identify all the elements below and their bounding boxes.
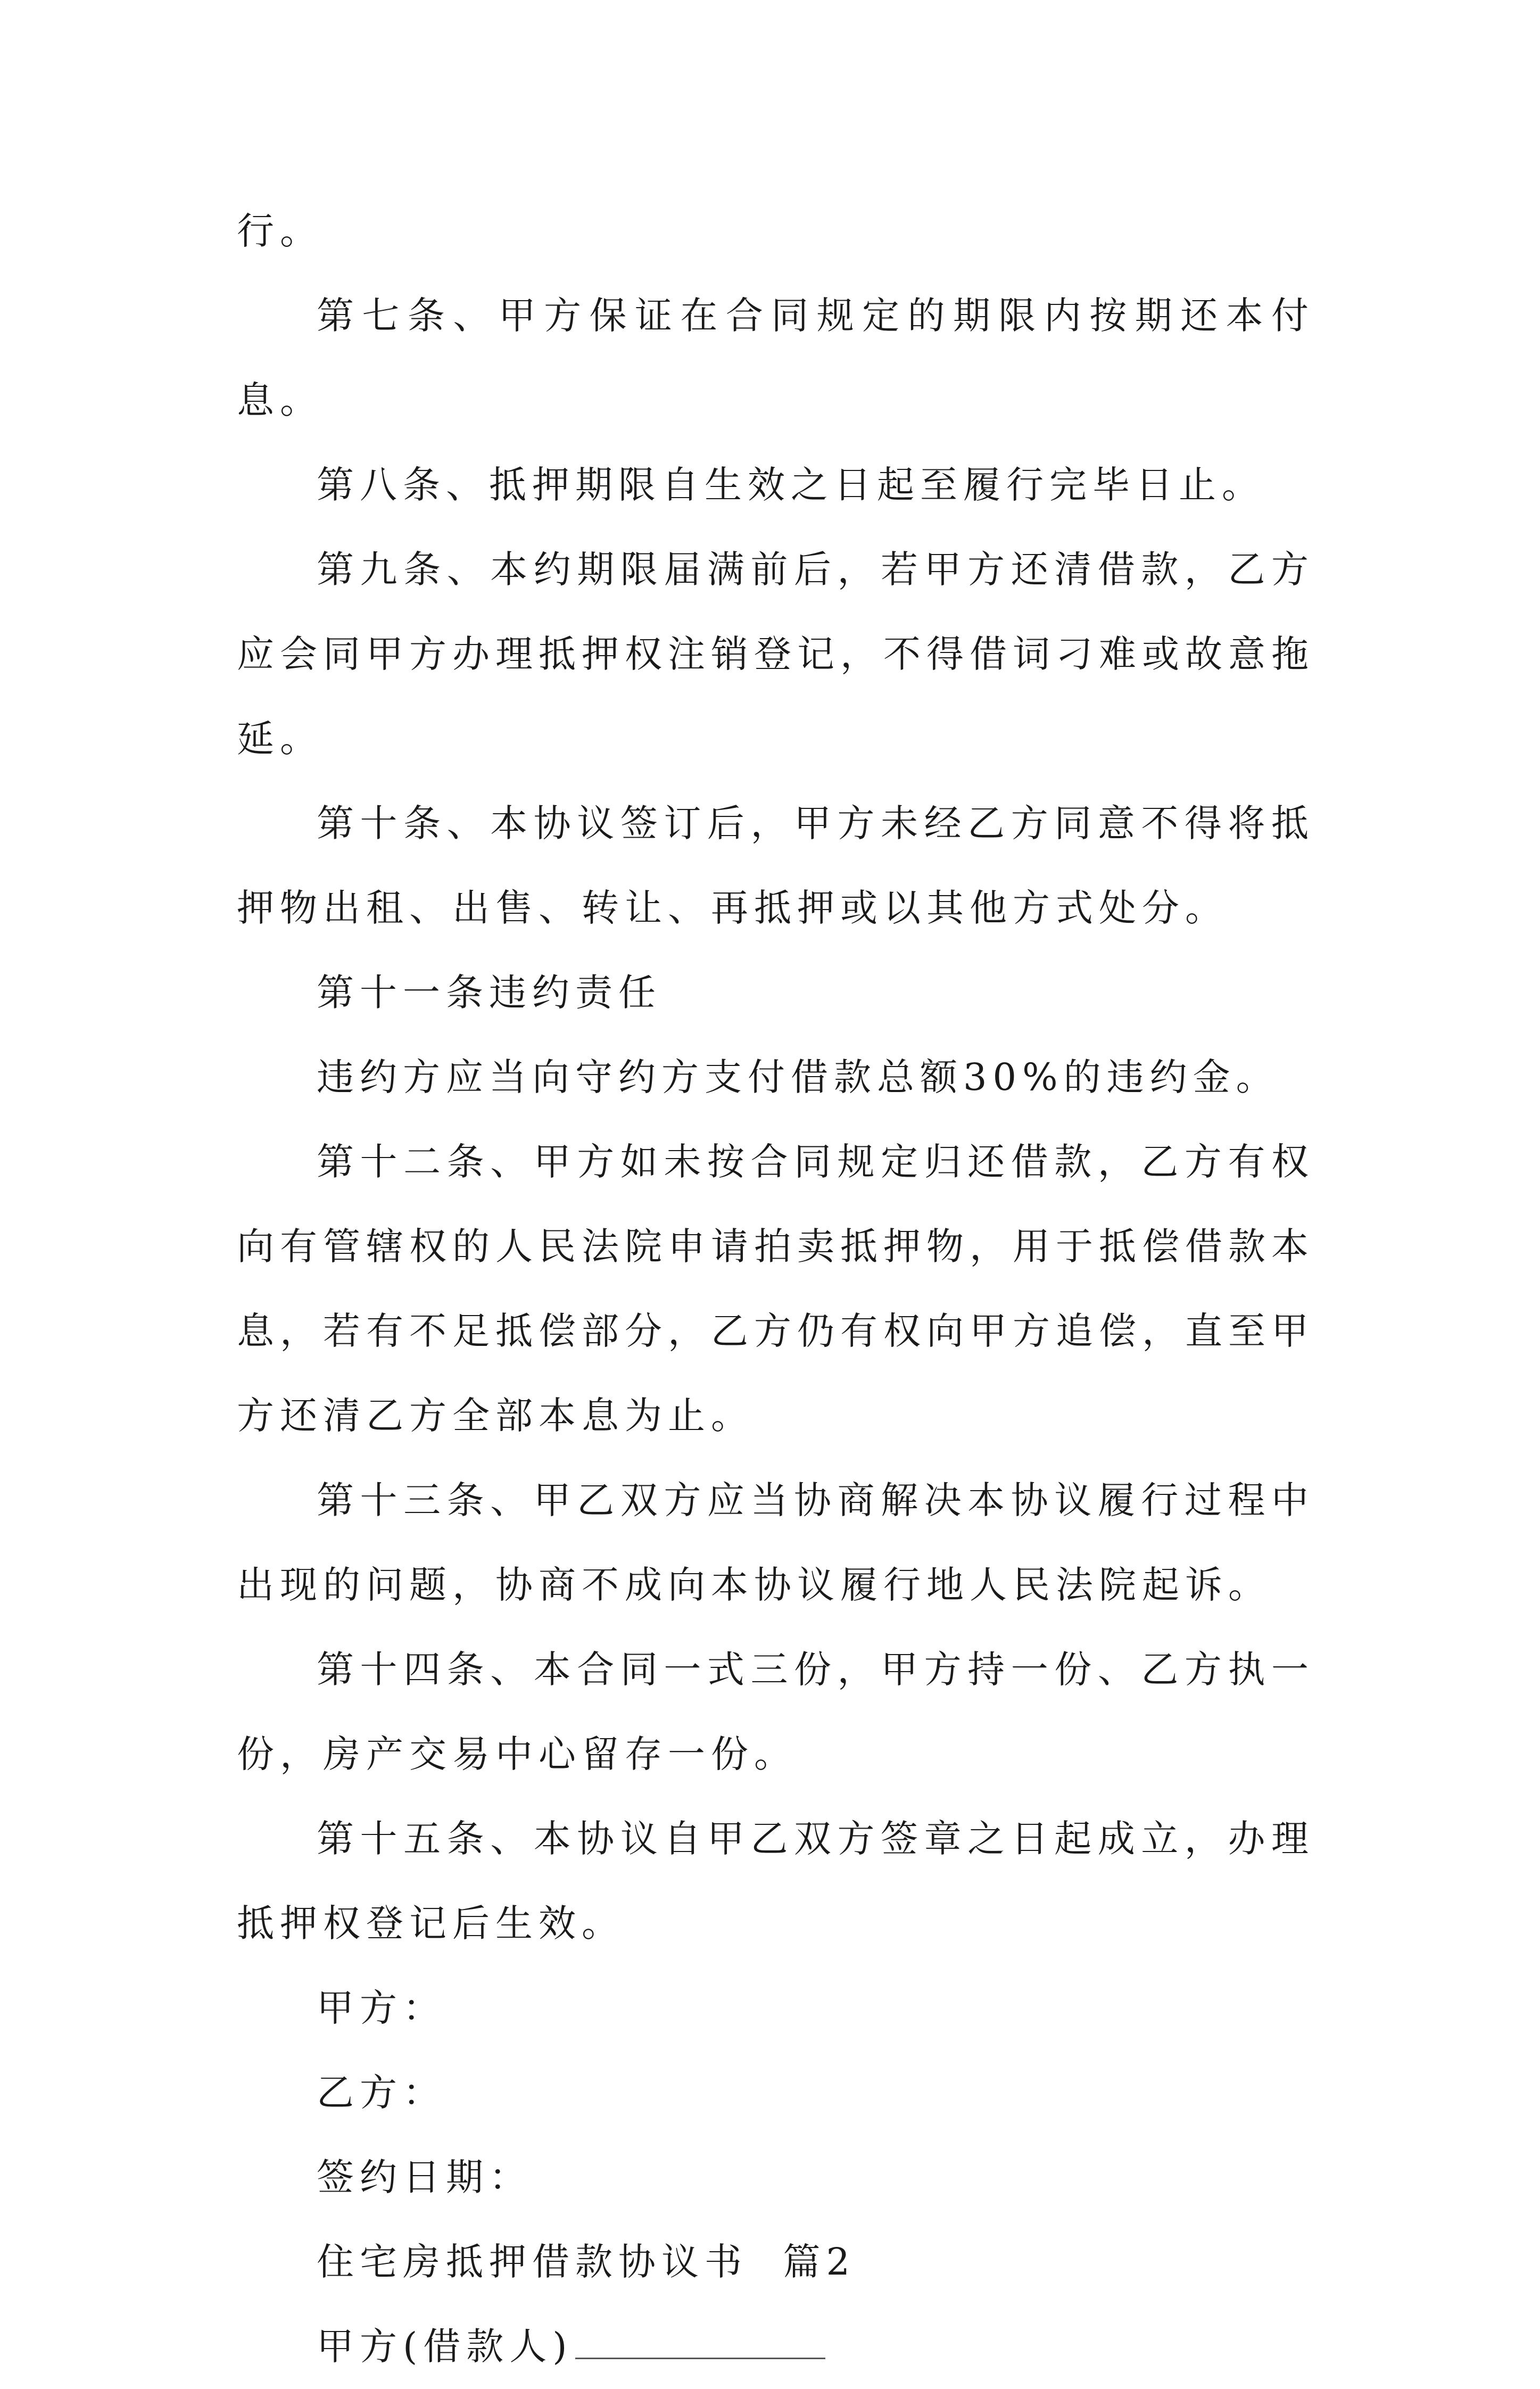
article-10: 第十条、本协议签订后，甲方未经乙方同意不得将抵押物出租、出售、转让、再抵押或以其他方式处分。 xyxy=(237,801,1314,930)
article-7: 第七条、甲方保证在合同规定的期限内按期还本付息。 xyxy=(237,294,1314,422)
article-9: 第九条、本约期限届满前后，若甲方还清借款，乙方应会同甲方办理抵押权注销登记，不得借词刁难或故意拖延。 xyxy=(237,548,1314,760)
article-13: 第十三条、甲乙双方应当协商解决本协议履行过程中出现的问题，协商不成向本协议履行地人民法院起诉。 xyxy=(237,1478,1314,1607)
article-8: 第八条、抵押期限自生效之日起至履行完毕日止。 xyxy=(317,463,1265,507)
party-a-signature-label: 甲方： xyxy=(317,1986,446,2030)
document-body xyxy=(237,189,1314,2389)
party-b-signature-label: 乙方： xyxy=(317,2071,446,2114)
article-11-heading: 第十一条违约责任 xyxy=(317,971,661,1014)
signing-date-label: 签约日期： xyxy=(317,2155,532,2199)
borrower-blank-field xyxy=(575,2326,825,2359)
article-12: 第十二条、甲方如未按合同规定归还借款，乙方有权向有管辖权的人民法院申请拍卖抵押物，用于抵偿借款本息，若有不足抵偿部分，乙方仍有权向甲方追偿，直至甲方还清乙方全部本息为止。 xyxy=(237,1140,1314,1437)
borrower-label: 甲方(借款人) xyxy=(317,2325,573,2368)
article-11-body: 违约方应当向守约方支付借款总额30%的违约金。 xyxy=(317,1055,1279,1099)
paragraph-continuation: 行。 xyxy=(237,209,323,253)
section-title-part-2: 住宅房抵押借款协议书 篇2 xyxy=(317,2240,856,2284)
article-14: 第十四条、本合同一式三份，甲方持一份、乙方执一份，房产交易中心留存一份。 xyxy=(237,1648,1314,1776)
borrower-line xyxy=(237,2304,1314,2389)
article-15: 第十五条、本协议自甲乙双方签章之日起成立，办理抵押权登记后生效。 xyxy=(237,1817,1314,1945)
